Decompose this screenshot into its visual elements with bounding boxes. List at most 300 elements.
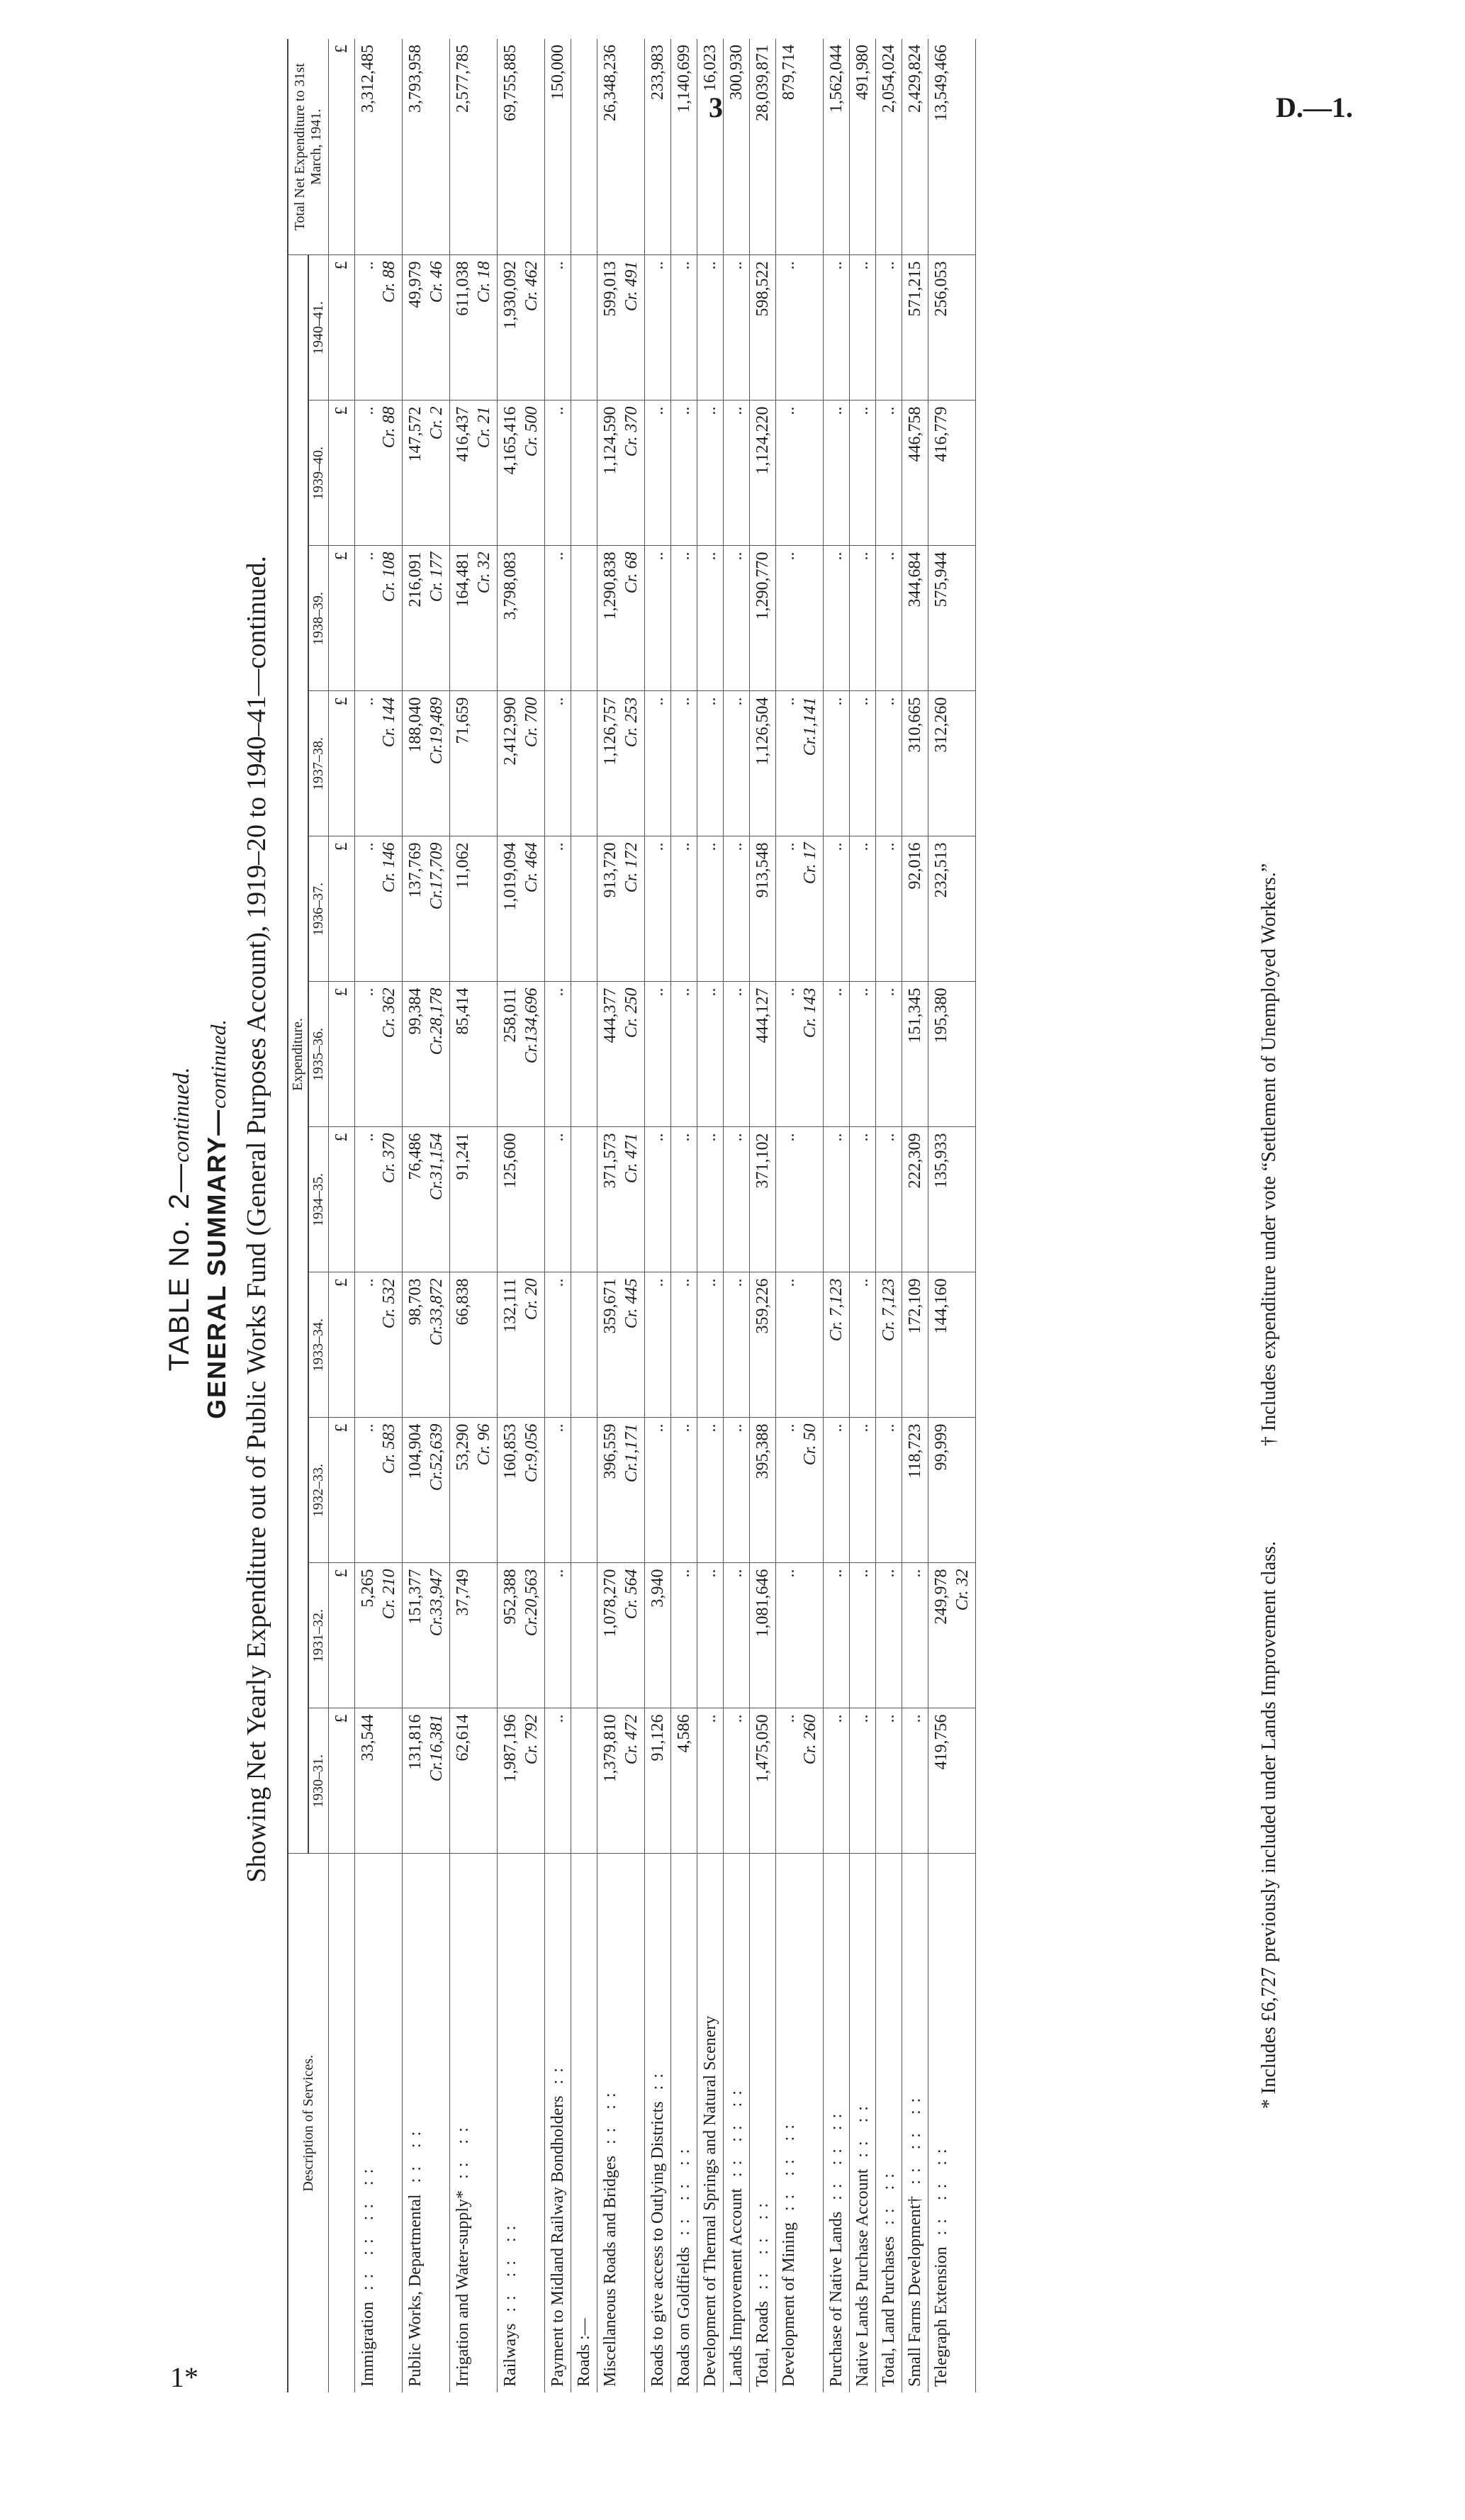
value-line: ..: [780, 987, 798, 997]
value-line: Cr.134,696: [522, 987, 541, 1064]
value-cell: [355, 401, 403, 546]
value-line: 5,265: [359, 1569, 377, 1608]
row-label-text: Native Lands Purchase Account: [853, 2168, 872, 2387]
value-cell: [671, 1272, 697, 1418]
row-label-text: Railways: [501, 2323, 520, 2387]
value-cell: [876, 1708, 902, 1854]
value-line: Cr.28,178: [427, 987, 446, 1055]
value-line: ..: [701, 697, 719, 706]
value-line: 91,126: [649, 1714, 667, 1762]
value-line: ..: [880, 261, 898, 270]
value-line: ..: [780, 1714, 798, 1723]
value-cell: [928, 691, 976, 836]
currency-label-cell: [329, 1854, 355, 2392]
year-header: 1938–39.: [308, 546, 329, 691]
value-cell: [450, 1127, 498, 1272]
value-cell: [403, 1708, 450, 1854]
value-line: ..: [880, 697, 898, 706]
value-cell: [697, 1708, 724, 1854]
value-line: 1,126,757: [601, 697, 619, 766]
table-row: [403, 39, 450, 2392]
value-line: Cr.52,639: [427, 1423, 446, 1491]
table-row: [850, 39, 876, 2392]
row-label-text: Roads to give access to Outlying Districts: [649, 2101, 667, 2387]
value-cell: [776, 1418, 824, 1563]
empty-cell: [571, 1563, 597, 1708]
value-line: ..: [827, 1133, 846, 1142]
value-cell: [645, 1127, 671, 1272]
value-cell: [645, 401, 671, 546]
row-label-text: Public Works, Departmental: [406, 2194, 425, 2387]
value-line: Cr. 17: [801, 842, 819, 885]
value-cell: [671, 401, 697, 546]
value-line: 1,124,590: [601, 406, 619, 475]
value-cell: [545, 982, 571, 1127]
value-cell: [403, 401, 450, 546]
value-cell: [545, 1563, 571, 1708]
value-line: 344,684: [906, 551, 924, 607]
leader-dots: :: ::: [601, 2085, 619, 2145]
value-cell: [850, 836, 876, 982]
value-line: ..: [780, 261, 798, 270]
value-line: ..: [827, 551, 846, 561]
value-line: 1,290,770: [753, 551, 772, 620]
value-cell: [645, 691, 671, 836]
currency-symbol: £: [329, 982, 355, 1127]
value-cell: [850, 401, 876, 546]
value-line: Cr. 32: [475, 551, 493, 594]
value-cell: [450, 1563, 498, 1708]
value-line: ..: [675, 1278, 693, 1287]
value-cell: [824, 546, 850, 691]
value-line: 99,999: [932, 1423, 950, 1471]
value-cell: [750, 982, 776, 1127]
value-line: ..: [549, 406, 567, 415]
value-cell: [498, 1272, 545, 1418]
value-cell: [450, 1708, 498, 1854]
value-cell: [776, 691, 824, 836]
value-line: Cr.19,489: [427, 697, 446, 765]
value-line: Cr. 532: [380, 1278, 398, 1329]
value-line: 491,980: [853, 44, 872, 100]
value-line: ..: [880, 1569, 898, 1578]
row-label: [645, 1854, 671, 2392]
row-label: [928, 1854, 976, 2392]
row-label-text: Development of Mining: [780, 2222, 798, 2387]
value-line: Cr. 583: [380, 1423, 398, 1474]
value-cell: [850, 1127, 876, 1272]
value-line: ..: [359, 697, 377, 706]
value-line: ..: [727, 697, 746, 706]
value-line: 37,749: [454, 1569, 472, 1616]
value-cell: [824, 1127, 850, 1272]
value-line: ..: [906, 1714, 924, 1723]
value-cell: [355, 255, 403, 401]
total-cell: [545, 39, 571, 255]
value-line: ..: [649, 987, 667, 997]
value-cell: [597, 255, 645, 401]
total-header: Total Net Expenditure to 31st March, 1941.: [288, 39, 329, 255]
value-line: Cr. 96: [475, 1423, 493, 1466]
value-cell: [597, 836, 645, 982]
value-line: ..: [780, 551, 798, 561]
value-cell: [545, 691, 571, 836]
row-label: [403, 1854, 450, 2392]
value-line: ..: [359, 551, 377, 561]
table-row: [645, 39, 671, 2392]
value-cell: [671, 836, 697, 982]
table-row: [824, 39, 850, 2392]
row-label: [671, 1854, 697, 2392]
value-line: 4,165,416: [501, 406, 520, 475]
value-cell: [850, 1272, 876, 1418]
table-row: [355, 39, 403, 2392]
value-cell: [597, 1127, 645, 1272]
leader-dots: :: ::: [853, 2099, 872, 2158]
value-line: Cr.1,141: [801, 697, 819, 756]
value-cell: [776, 982, 824, 1127]
row-label: [571, 1854, 597, 2392]
value-line: ..: [880, 1133, 898, 1142]
value-line: ..: [853, 1278, 872, 1287]
value-line: 76,486: [406, 1133, 425, 1180]
value-line: 1,290,838: [601, 551, 619, 620]
value-line: 359,671: [601, 1278, 619, 1334]
value-cell: [450, 982, 498, 1127]
value-cell: [697, 546, 724, 691]
value-line: ..: [701, 406, 719, 415]
value-line: 249,978: [932, 1569, 950, 1625]
value-cell: [671, 1418, 697, 1563]
value-cell: [671, 691, 697, 836]
value-line: Cr. 108: [380, 551, 398, 603]
total-cell: [750, 39, 776, 255]
total-cell: [928, 39, 976, 255]
leader-dots: ::: [549, 2061, 567, 2085]
value-line: 1,126,504: [753, 697, 772, 766]
value-cell: [671, 1127, 697, 1272]
value-line: Cr.16,381: [427, 1714, 446, 1782]
value-line: Cr. 46: [427, 261, 446, 303]
value-line: ..: [675, 842, 693, 851]
year-header: 1937–38.: [308, 691, 329, 836]
total-cell: [355, 39, 403, 255]
leader-dots: :: :: :: ::: [359, 2161, 377, 2291]
value-line: 1,379,810: [601, 1714, 619, 1783]
value-cell: [876, 401, 902, 546]
value-cell: [697, 1127, 724, 1272]
value-cell: [928, 1708, 976, 1854]
value-line: Cr. 7,123: [827, 1278, 846, 1342]
value-line: ..: [880, 1714, 898, 1723]
value-cell: [750, 691, 776, 836]
row-label: [545, 1854, 571, 2392]
value-line: ..: [701, 987, 719, 997]
value-line: 258,011: [501, 987, 520, 1043]
value-line: ..: [649, 842, 667, 851]
value-line: Cr. 2: [427, 406, 446, 440]
value-line: 2,429,824: [906, 44, 924, 113]
leader-dots: :: :: ::: [675, 2141, 693, 2236]
value-cell: [876, 982, 902, 1127]
value-line: ..: [727, 261, 746, 270]
row-label: [902, 1854, 928, 2392]
year-header: 1940–41.: [308, 255, 329, 401]
value-line: 1,930,092: [501, 261, 520, 330]
value-line: ..: [780, 1278, 798, 1287]
value-cell: [876, 691, 902, 836]
row-label: [697, 1854, 724, 2392]
value-cell: [697, 1272, 724, 1418]
value-cell: [697, 1418, 724, 1563]
value-line: ..: [727, 551, 746, 561]
value-cell: [403, 546, 450, 691]
empty-cell: [571, 836, 597, 982]
value-cell: [928, 255, 976, 401]
value-line: 2,412,990: [501, 697, 520, 766]
value-cell: [697, 836, 724, 982]
value-cell: [597, 1272, 645, 1418]
value-line: 300,930: [727, 44, 746, 100]
value-cell: [902, 546, 928, 691]
value-line: ..: [675, 551, 693, 561]
value-cell: [498, 982, 545, 1127]
value-line: Cr. 18: [475, 261, 493, 303]
year-header: 1933–34.: [308, 1272, 329, 1418]
value-line: Cr. 210: [380, 1569, 398, 1620]
value-line: ..: [827, 261, 846, 270]
value-line: 92,016: [906, 842, 924, 890]
value-cell: [450, 1272, 498, 1418]
value-cell: [498, 1563, 545, 1708]
value-cell: [403, 836, 450, 982]
value-cell: [403, 982, 450, 1127]
value-line: ..: [549, 1423, 567, 1433]
value-line: 1,562,044: [827, 44, 846, 113]
value-cell: [776, 1708, 824, 1854]
value-cell: [355, 1708, 403, 1854]
value-line: Cr. 462: [522, 261, 541, 312]
empty-cell: [571, 691, 597, 836]
value-line: ..: [727, 406, 746, 415]
footnotes: [1258, 0, 1281, 2407]
table-row: [571, 39, 597, 2392]
value-line: Cr.31,154: [427, 1133, 446, 1201]
table-row: [498, 39, 545, 2392]
value-cell: [724, 1272, 750, 1418]
value-line: 1,078,270: [601, 1569, 619, 1637]
value-cell: [498, 1418, 545, 1563]
value-line: ..: [853, 697, 872, 706]
value-cell: [724, 255, 750, 401]
table-subtitle: GENERAL SUMMARY—continued.: [202, 1019, 231, 1419]
value-cell: [902, 691, 928, 836]
table-row: [671, 39, 697, 2392]
value-line: 446,758: [906, 406, 924, 462]
year-header: 1935–36.: [308, 982, 329, 1127]
leader-dots: :: :: ::: [932, 2141, 950, 2236]
year-header: 1939–40.: [308, 401, 329, 546]
table-caption: Showing Net Yearly Expenditure out of Public Works Fund (General Purposes Account), 1919–20 to 1940–41—continued.: [242, 556, 271, 1883]
value-line: ..: [701, 1133, 719, 1142]
value-line: ..: [727, 1133, 746, 1142]
value-line: 1,475,050: [753, 1714, 772, 1783]
value-cell: [545, 546, 571, 691]
row-label: [498, 1854, 545, 2392]
value-cell: [450, 546, 498, 691]
value-cell: [645, 982, 671, 1127]
value-line: 3,940: [649, 1569, 667, 1608]
value-line: 575,944: [932, 551, 950, 607]
value-line: Cr. 362: [380, 987, 398, 1038]
value-line: ..: [727, 842, 746, 851]
value-line: 222,309: [906, 1133, 924, 1189]
value-cell: [724, 691, 750, 836]
table-row: [545, 39, 571, 2392]
value-cell: [545, 255, 571, 401]
value-cell: [928, 836, 976, 982]
value-line: ..: [359, 406, 377, 415]
value-cell: [450, 1418, 498, 1563]
value-cell: [545, 1418, 571, 1563]
value-line: 26,348,236: [601, 44, 619, 121]
row-label: [776, 1854, 824, 2392]
value-line: Cr. 700: [522, 697, 541, 748]
value-line: 160,853: [501, 1423, 520, 1479]
value-line: ..: [549, 1133, 567, 1142]
value-line: ..: [853, 987, 872, 997]
value-cell: [824, 982, 850, 1127]
value-cell: [928, 1418, 976, 1563]
value-line: 144,160: [932, 1278, 950, 1334]
value-line: ..: [359, 1278, 377, 1287]
value-cell: [928, 1272, 976, 1418]
value-cell: [671, 982, 697, 1127]
value-cell: [450, 836, 498, 982]
value-line: 164,481: [454, 551, 472, 607]
value-cell: [498, 546, 545, 691]
value-cell: [750, 1127, 776, 1272]
row-label: [724, 1854, 750, 2392]
value-line: ..: [701, 1569, 719, 1578]
value-cell: [645, 255, 671, 401]
value-cell: [403, 1127, 450, 1272]
value-cell: [403, 1563, 450, 1708]
value-cell: [597, 982, 645, 1127]
value-cell: [824, 1563, 850, 1708]
value-line: Cr.17,709: [427, 842, 446, 910]
value-cell: [545, 401, 571, 546]
total-cell: [671, 39, 697, 255]
currency-symbol: £: [329, 1127, 355, 1272]
value-cell: [355, 836, 403, 982]
row-label-text: Irrigation and Water-supply*: [454, 2190, 472, 2387]
value-cell: [498, 836, 545, 982]
value-cell: [498, 1708, 545, 1854]
total-cell: [697, 39, 724, 255]
value-line: ..: [675, 406, 693, 415]
value-cell: [876, 255, 902, 401]
value-line: Cr. 253: [622, 697, 641, 748]
value-line: 1,124,220: [753, 406, 772, 475]
value-cell: [750, 401, 776, 546]
value-line: ..: [359, 1423, 377, 1433]
value-cell: [355, 1272, 403, 1418]
value-cell: [645, 1418, 671, 1563]
empty-cell: [571, 1708, 597, 1854]
value-line: 913,720: [601, 842, 619, 898]
value-line: ..: [827, 1569, 846, 1578]
row-label: [355, 1854, 403, 2392]
value-cell: [850, 691, 876, 836]
value-line: ..: [359, 1133, 377, 1142]
value-line: Cr. 143: [801, 987, 819, 1038]
row-label: [824, 1854, 850, 2392]
empty-cell: [571, 39, 597, 255]
value-line: ..: [780, 1423, 798, 1433]
value-cell: [776, 1563, 824, 1708]
value-line: 71,659: [454, 697, 472, 744]
value-line: ..: [780, 842, 798, 851]
value-line: ..: [549, 261, 567, 270]
value-line: Cr. 445: [622, 1278, 641, 1329]
value-cell: [824, 1272, 850, 1418]
value-line: 371,102: [753, 1133, 772, 1189]
table-row: [597, 39, 645, 2392]
value-line: ..: [906, 1569, 924, 1578]
value-cell: [850, 982, 876, 1127]
value-line: 150,000: [549, 44, 567, 100]
value-cell: [498, 255, 545, 401]
value-cell: [902, 982, 928, 1127]
value-cell: [697, 982, 724, 1127]
row-label: [450, 1854, 498, 2392]
value-line: Cr. 472: [622, 1714, 641, 1765]
leader-dots: :: :: ::: [727, 2083, 746, 2178]
value-line: ..: [727, 987, 746, 997]
value-line: 879,714: [780, 44, 798, 100]
value-cell: [450, 691, 498, 836]
row-label-text: Telegraph Extension: [932, 2246, 950, 2387]
value-line: 444,377: [601, 987, 619, 1043]
value-line: 125,600: [501, 1133, 520, 1189]
currency-symbol: £: [329, 691, 355, 836]
table-row: [876, 39, 902, 2392]
value-line: Cr.1,171: [622, 1423, 641, 1483]
value-cell: [902, 1272, 928, 1418]
value-line: Cr. 88: [380, 406, 398, 449]
currency-symbol: £: [329, 1563, 355, 1708]
table-row: [450, 39, 498, 2392]
value-cell: [671, 255, 697, 401]
value-line: ..: [880, 406, 898, 415]
value-line: 232,513: [932, 842, 950, 898]
currency-symbol: £: [329, 546, 355, 691]
value-cell: [403, 691, 450, 836]
value-line: ..: [549, 842, 567, 851]
value-line: ..: [853, 406, 872, 415]
table-row: [697, 39, 724, 2392]
value-cell: [776, 836, 824, 982]
value-line: 1,019,094: [501, 842, 520, 911]
value-line: ..: [880, 1423, 898, 1433]
value-line: ..: [649, 1133, 667, 1142]
description-header: Description of Services.: [300, 2054, 316, 2192]
value-cell: [750, 836, 776, 982]
value-cell: [928, 546, 976, 691]
value-line: 188,040: [406, 697, 425, 753]
value-line: 195,380: [932, 987, 950, 1043]
